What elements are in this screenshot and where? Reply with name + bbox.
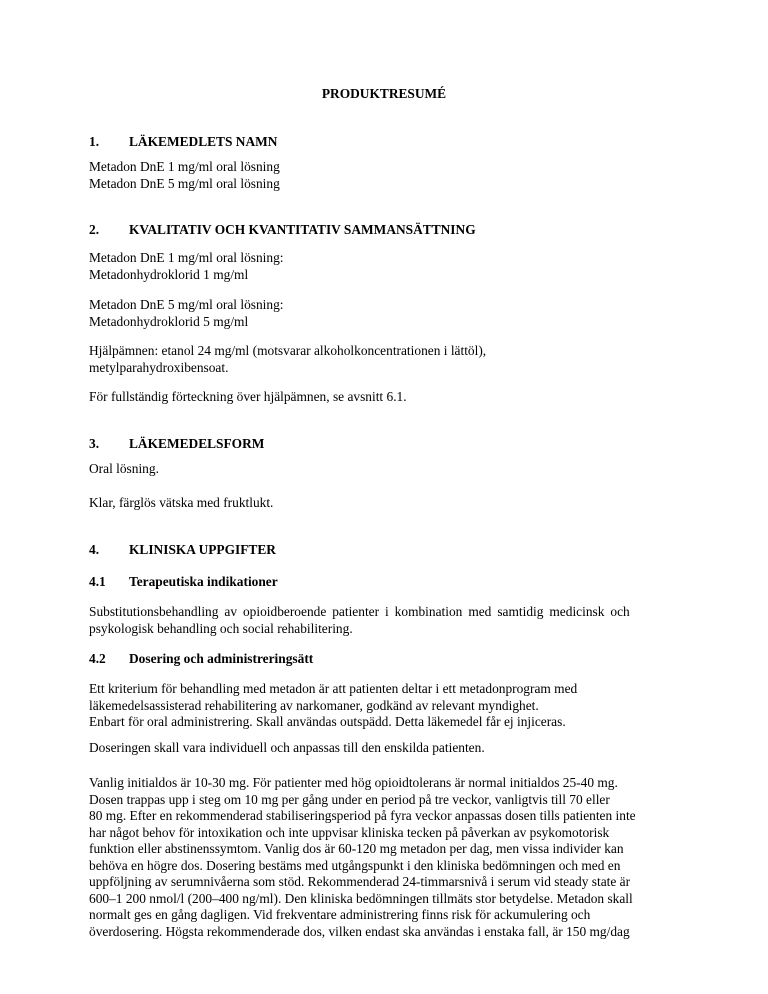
section-number: 2.: [89, 222, 100, 237]
excipients: [89, 343, 679, 376]
text-line: Ett kriterium för behandling med metadon är att patienten deltar i ett metadonprogram med: [89, 681, 578, 696]
text-line: psykologisk behandling och social rehabilitering.: [89, 620, 353, 636]
section-heading-4-2: [89, 651, 313, 668]
section-number: 4.: [89, 542, 100, 557]
text-line: Metadon DnE 5 mg/ml oral lösning: [89, 175, 280, 191]
section-title: Dosering och administreringsätt: [129, 651, 314, 666]
text-line: metylparahydroxibensoat.: [89, 359, 229, 375]
text-line: 80 mg. Efter en rekommenderad stabiliseringsperiod på fyra veckor anpassas dosen tills patienten inte: [89, 808, 636, 823]
page-title: PRODUKTRESUMÉ: [321, 86, 447, 101]
excipients-reference: [89, 389, 679, 406]
text-line: Klar, färglös vätska med fruktlukt.: [89, 495, 274, 510]
text-line: Doseringen skall vara individuell och anpassas till den enskilda patienten.: [89, 740, 485, 755]
section-title: Terapeutiska indikationer: [129, 574, 278, 589]
text-line: överdosering. Högsta rekommenderade dos, vilken endast ska användas i enstaka fall, är 150 mg/dag: [89, 923, 630, 939]
text-line: För fullständig förteckning över hjälpämnen, se avsnitt 6.1.: [89, 389, 407, 404]
text-line: Metadonhydroklorid 5 mg/ml: [89, 313, 249, 329]
dosing-criteria: [89, 681, 679, 731]
text-line: normalt ges en gång dagligen. Vid frekventare administrering finns risk för ackumulering och: [89, 907, 591, 922]
section-title: LÄKEMEDELSFORM: [129, 436, 265, 451]
text-line: 600–1 200 nmol/l (200–400 ng/ml). Den kliniska bedömningen tillmäts stor betydelse. Metadon skall: [89, 890, 633, 906]
text-line: behöva en högre dos. Dosering bestäms med utgångspunkt i den kliniska bedömningen och med en: [89, 857, 621, 873]
text-line: Vanlig initialdos är 10-30 mg. För patienter med hög opioidtolerans är normal initialdos 25-40 mg.: [89, 775, 618, 790]
section-title: KVALITATIV OCH KVANTITATIV SAMMANSÄTTNING: [129, 222, 476, 237]
section-title: LÄKEMEDLETS NAMN: [129, 134, 278, 149]
text-line: uppföljning av serumnivåerna som stöd. Rekommenderad 24-timmarsnivå i serum vid steady state är: [89, 874, 631, 889]
section-number: 3.: [89, 436, 100, 451]
text-line: läkemedelsassisterad rehabilitering av narkomaner, godkänd av relevant myndighet.: [89, 697, 539, 713]
text-line: Metadon DnE 1 mg/ml oral lösning:: [89, 250, 284, 265]
text-line: Metadon DnE 5 mg/ml oral lösning:: [89, 297, 284, 312]
section-heading-2: [89, 222, 476, 239]
section-title: KLINISKA UPPGIFTER: [129, 542, 276, 557]
text-line: Substitutionsbehandling av opioidberoende patienter i kombination med samtidig medicinsk och: [89, 604, 630, 619]
text-line: Enbart för oral administrering. Skall användas outspädd. Detta läkemedel får ej injiceras.: [89, 714, 566, 729]
composition-1mg: [89, 250, 679, 283]
text-line: Metadonhydroklorid 1 mg/ml: [89, 266, 249, 282]
dosing-individual: [89, 740, 679, 757]
section-number: 4.1: [89, 574, 106, 589]
pharmaceutical-form: [89, 461, 679, 478]
text-line: Metadon DnE 1 mg/ml oral lösning: [89, 159, 280, 174]
composition-5mg: [89, 297, 679, 330]
section-heading-4-1: [89, 574, 278, 591]
section-heading-1: [89, 134, 277, 151]
text-line: Oral lösning.: [89, 461, 159, 476]
text-line: har något behov för intoxikation och inte uppvisar kliniska tecken på påverkan av psykomotorisk: [89, 824, 610, 840]
product-names: [89, 159, 679, 192]
section-heading-4: [89, 542, 276, 559]
text-line: funktion eller abstinenssymtom. Vanlig dos är 60-120 mg metadon per dag, men vissa individer kan: [89, 841, 624, 856]
section-number: 4.2: [89, 651, 106, 666]
text-line: Hjälpämnen: etanol 24 mg/ml (motsvarar alkoholkoncentrationen i lättöl),: [89, 343, 487, 358]
text-line: Dosen trappas upp i steg om 10 mg per gång under en period på tre veckor, vanligtvis till 70 eller: [89, 791, 610, 807]
form-description: [89, 495, 679, 512]
dosing-details: [89, 775, 679, 940]
section-number: 1.: [89, 134, 100, 149]
section-heading-3: [89, 436, 264, 453]
indications: [89, 604, 679, 637]
